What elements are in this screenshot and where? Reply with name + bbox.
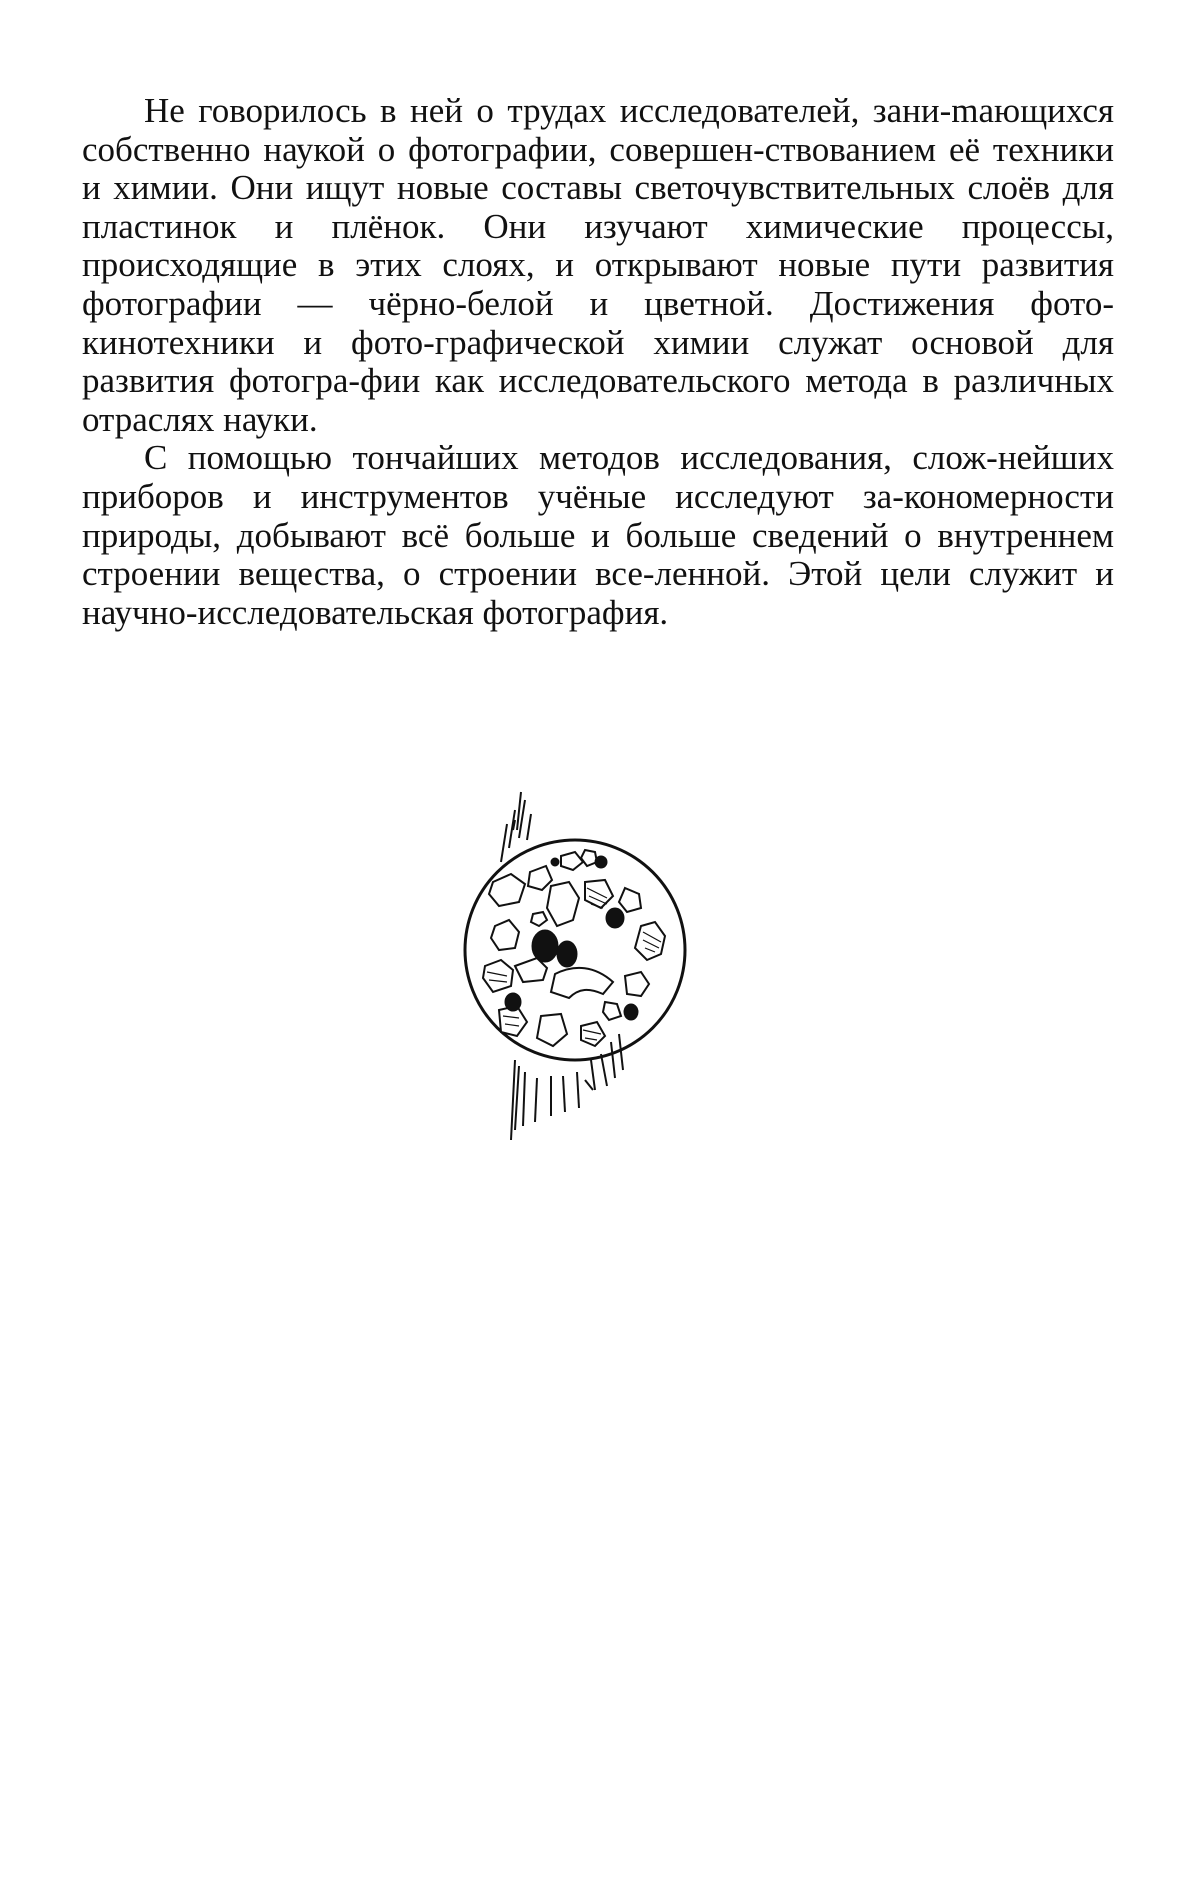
paragraph-2: С помощью тончайших методов исследования, слож-нейших приборов и инструментов учёные исследуют за-кономерности природы, добывают всё больше и больше сведений о внутреннем строении вещества, о строении все-ленной. Этой цели служит и научно-исследовательская фотография. (82, 438, 1114, 632)
paragraph-1: Не говорилось в ней о трудах исследователей, зани-mающихся собственно наукой о фотографии, совершен-ствованием её техники и химии. Они ищут новые составы светочувствительных слоёв для пластинок и плёнок. Они изучают химические процессы, происходящие в этих слоях, и открывают новые пути развития фотографии — чёрно-белой и цветной. Достижения фото-кинотехники и фото-графической химии служат основой для развития фотогра-фии как исследовательского метода в различных отраслях науки. (82, 91, 1114, 439)
body-text (82, 92, 1114, 632)
microscope-view-illustration (455, 790, 695, 1150)
microscope-circle-drawing (455, 790, 695, 1150)
